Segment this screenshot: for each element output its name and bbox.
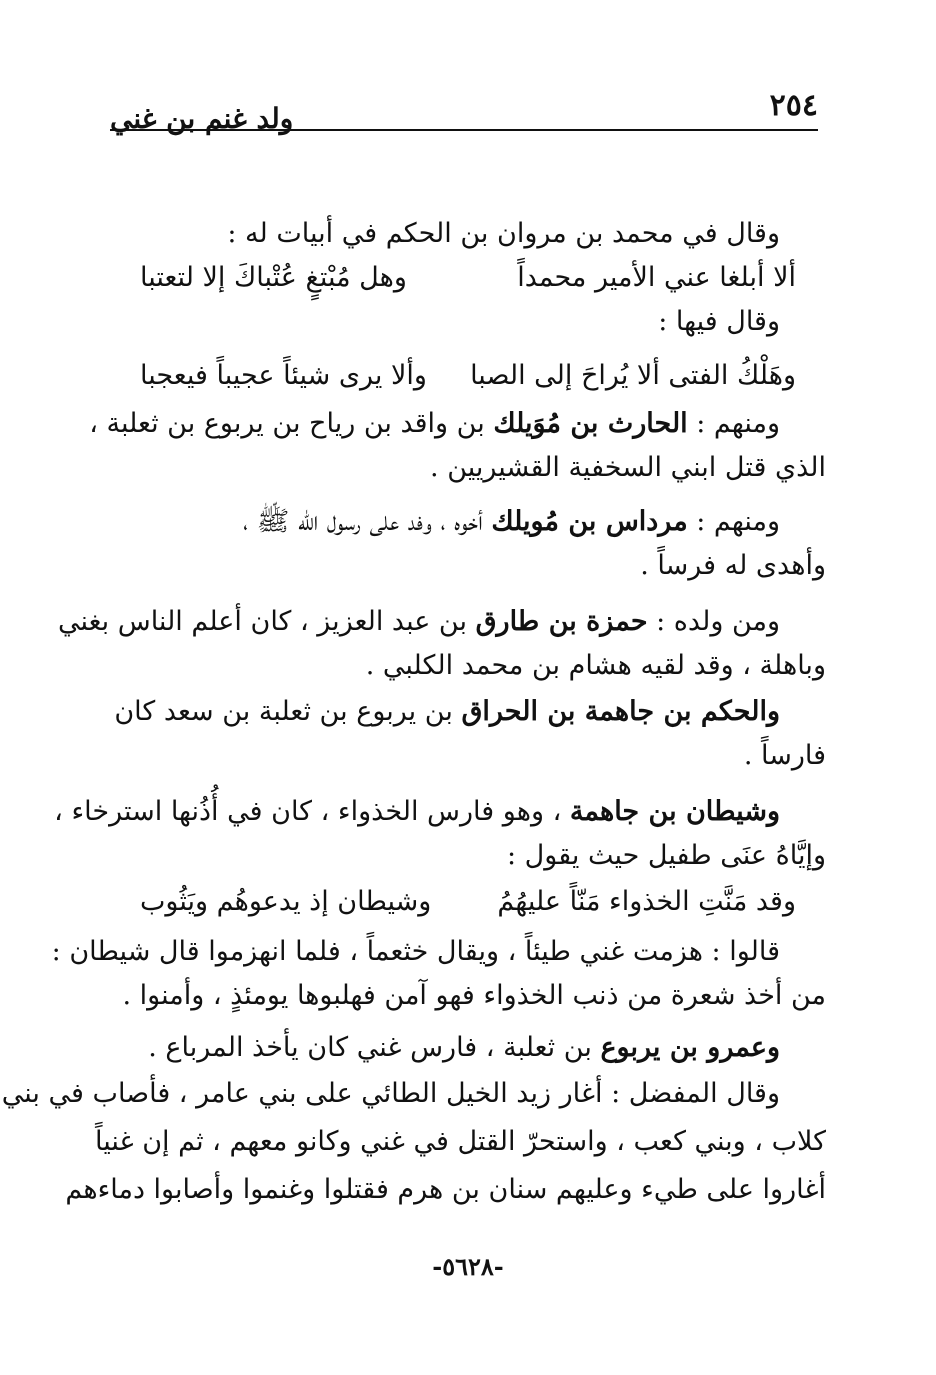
text-line: قالوا : هزمت غني طيئاً ، ويقال خثعماً ، فلما انهزموا قال شيطان : xyxy=(51,936,780,967)
person-name: وعمرو بن يربوع xyxy=(600,1032,780,1063)
text-run: ومنهم : xyxy=(687,506,780,537)
verse-hemistich: وشيطان إذ يدعوهُم ويَثُوب xyxy=(140,886,432,917)
person-name: الحارث بن مُوَيلك xyxy=(493,408,688,439)
text-line xyxy=(54,790,826,834)
person-name: والحكم بن جاهمة بن الحراق xyxy=(461,696,780,727)
text-line: وقال المفضل : أغار زيد الخيل الطائي على بني عامر ، فأصاب في بني xyxy=(1,1078,780,1109)
text-run: ، وهو فارس الخذواء ، كان في أُذُنها استرخاء ، xyxy=(54,796,570,827)
verse-hemistich: وهل مُبْتغٍ عُتْباكَ إلا لتعتبا xyxy=(140,262,407,293)
text-line: من أخذ شعرة من ذنب الخذواء فهو آمن فهلبوها يومئذٍ ، وأمنوا . xyxy=(122,980,826,1011)
text-line: كلاب ، وبني كعب ، واستحرّ القتل في غني وكانو معهم ، ثم إن غنياً xyxy=(94,1126,826,1157)
verse-line xyxy=(140,880,796,924)
text-run: بن يربوع بن ثعلبة بن سعد كان xyxy=(114,696,462,727)
verse-hemistich: ألا أبلغا عني الأمير محمداً xyxy=(517,262,796,293)
running-title: ولد غنم بن غني xyxy=(110,102,294,135)
text-line: الذي قتل ابني السخفية القشيريين . xyxy=(430,452,826,483)
text-run: ومنهم : xyxy=(687,408,780,439)
text-run: أخوه ، وفد على رسول الله ﷺ ، xyxy=(243,506,492,537)
verse-hemistich: وألا يرى شيئاً عجيباً فيعجبا xyxy=(140,360,427,391)
text-line xyxy=(110,1026,826,1070)
header-rule xyxy=(110,129,818,131)
verse-hemistich: وقد مَنَّتِ الخذواء مَنّاً عليهُمُ xyxy=(497,886,796,917)
page-footer-number: -٥٦٢٨- xyxy=(432,1252,504,1281)
verse-hemistich: وهَلْكُ الفتى ألا يُراحَ إلى الصبا xyxy=(470,360,796,391)
text-line: وباهلة ، وقد لقيه هشام بن محمد الكلبي . xyxy=(365,650,826,681)
text-line: وقال في محمد بن مروان بن الحكم في أبيات له : xyxy=(227,218,780,249)
person-name: مرداس بن مُويلك xyxy=(491,506,688,537)
verse-line xyxy=(140,256,796,300)
page-number: ٢٥٤ xyxy=(769,88,818,123)
text-run: بن ثعلبة ، فارس غني كان يأخذ المرباع . xyxy=(148,1032,601,1063)
text-run: بن واقد بن رياح بن يربوع بن ثعلبة ، xyxy=(89,408,494,439)
text-run: بن عبد العزيز ، كان أعلم الناس بغني xyxy=(57,606,476,637)
text-line xyxy=(89,402,826,446)
person-name: حمزة بن طارق xyxy=(475,606,648,637)
verse-line xyxy=(140,354,796,398)
text-run: ومن ولده : xyxy=(647,606,780,637)
text-line: فارساً . xyxy=(743,740,826,771)
person-name: وشيطان بن جاهمة xyxy=(569,796,780,827)
text-line: أغاروا على طيء وعليهم سنان بن هرم فقتلوا وغنموا وأصابوا دماءهم xyxy=(65,1174,826,1205)
text-line xyxy=(57,600,826,644)
text-line: وأهدى له فرساً . xyxy=(640,550,826,581)
text-line: وإيَّاهُ عنَى طفيل حيث يقول : xyxy=(506,840,826,871)
text-line xyxy=(110,500,826,544)
text-line: وقال فيها : xyxy=(658,306,780,337)
text-line xyxy=(110,690,826,734)
